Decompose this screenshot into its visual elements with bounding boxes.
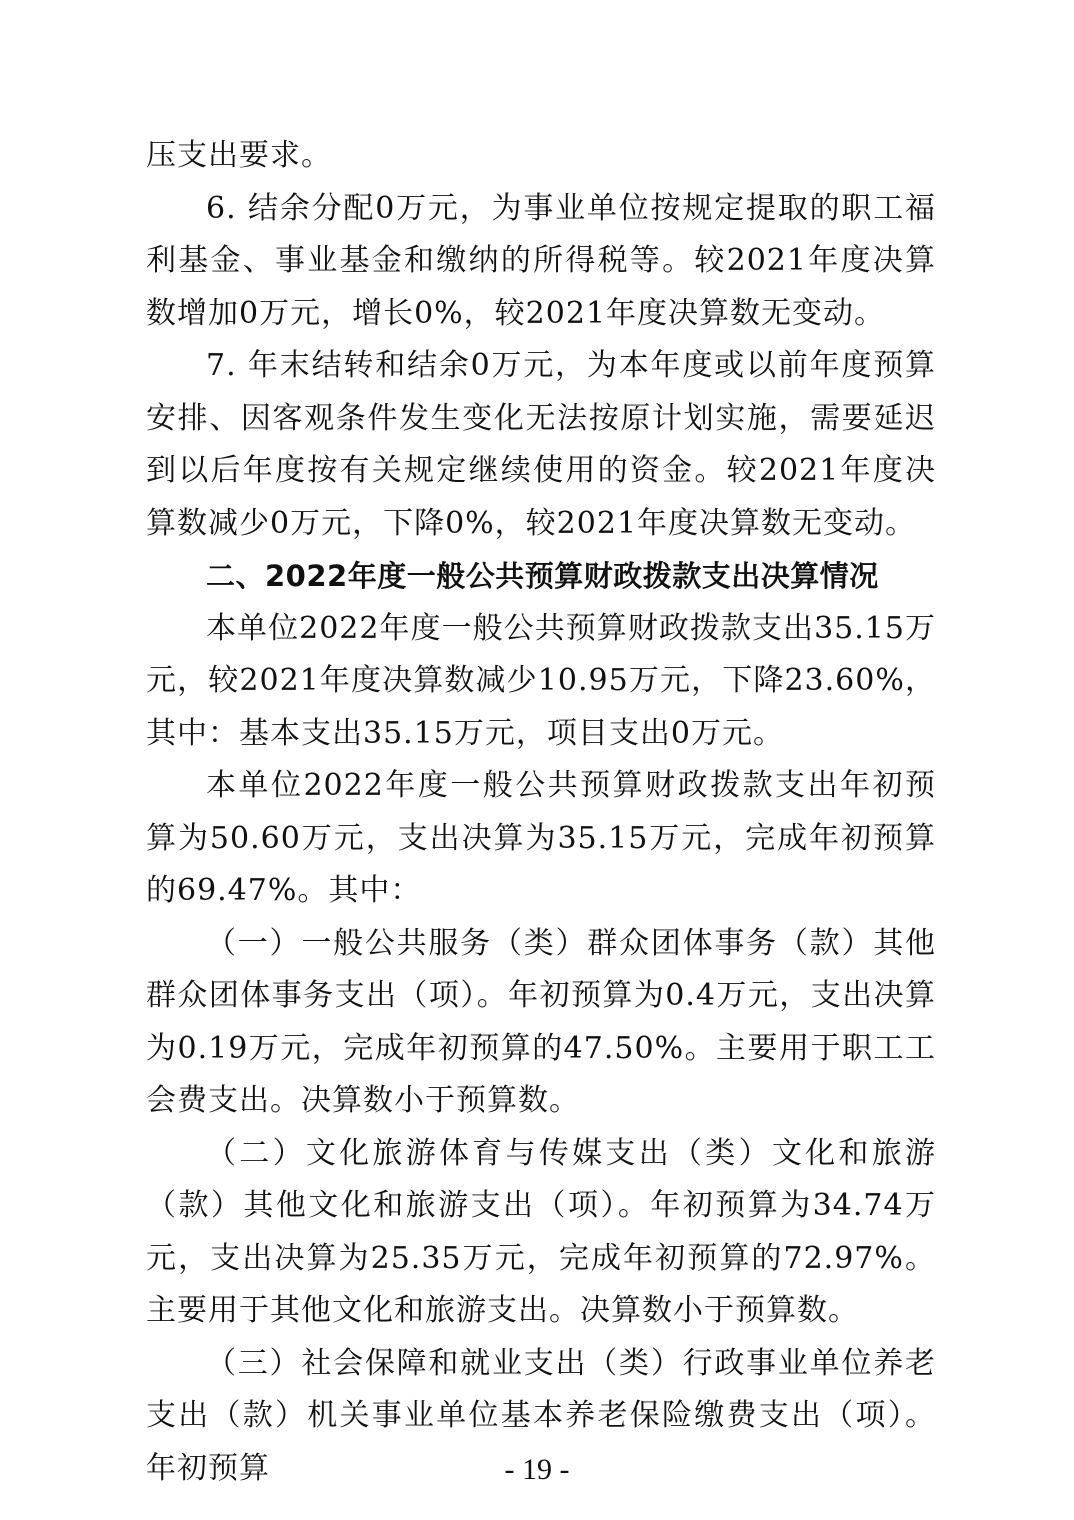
paragraph-2: 6. 结余分配0万元，为事业单位按规定提取的职工福利基金、事业基金和缴纳的所得税等。较2021年度决算数增加0万元，增长0%，较2021年度决算数无变动。 [146, 190, 936, 331]
body-text [146, 130, 936, 1495]
paragraph-8: （三）社会保障和就业支出（类）行政事业单位养老支出（款）机关事业单位基本养老保险缴费支出（项）。年初预算 [146, 1345, 936, 1486]
page-number: - 19 - [504, 1453, 570, 1486]
paragraph-4: 本单位2022年度一般公共预算财政拨款支出35.15万元，较2021年度决算数减少10.95万元，下降23.60%，其中：基本支出35.15万元，项目支出0万元。 [146, 610, 936, 751]
paragraph-6: （一）一般公共服务（类）群众团体事务（款）其他群众团体事务支出（项）。年初预算为0.4万元，支出决算为0.19万元，完成年初预算的47.50%。主要用于职工工会费支出。决算数小于预算数。 [146, 925, 936, 1118]
section-heading: 二、2022年度一般公共预算财政拨款支出决算情况 [206, 559, 879, 593]
paragraph-1: 压支出要求。 [146, 138, 332, 173]
paragraph-7: （二）文化旅游体育与传媒支出（类）文化和旅游（款）其他文化和旅游支出（项）。年初预算为34.74万元，支出决算为25.35万元，完成年初预算的72.97%。主要用于其他文化和旅游支出。决算数小于预算数。 [146, 1135, 936, 1328]
paragraph-5: 本单位2022年度一般公共预算财政拨款支出年初预算为50.60万元，支出决算为35.15万元，完成年初预算的69.47%。其中： [146, 768, 936, 908]
paragraph-3: 7. 年末结转和结余0万元，为本年度或以前年度预算安排、因客观条件发生变化无法按原计划实施，需要延迟到以后年度按有关规定继续使用的资金。较2021年度决算数减少0万元，下降0%，较2021年度决算数无变动。 [146, 348, 936, 541]
